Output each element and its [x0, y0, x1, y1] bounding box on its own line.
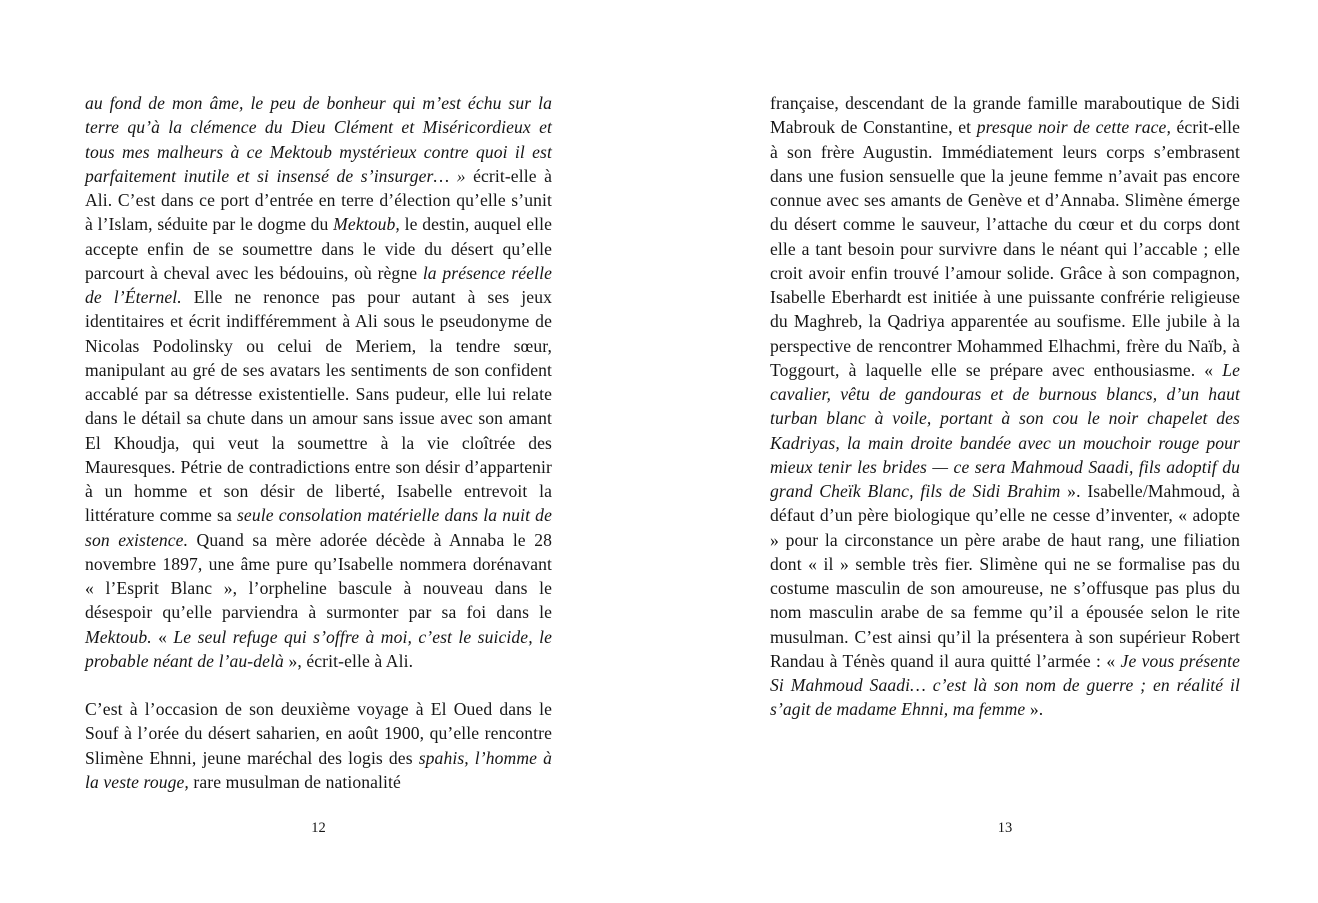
paragraph: française, descendant de la grande famille maraboutique de Sidi Mabrouk de Constantine, et presque noir de cette race, écrit-elle à son frère Augustin. Immédiatement leurs corps s’embrasent dans une fusion sensuelle que la jeune femme n’avait pas encore connue avec ses amants de Genève et d’Annaba. Slimène émerge du désert comme le sauveur, l’attache du cœur et du corps dont elle a tant besoin pour survivre dans le néant qui l’accable ; elle croit avoir enfin trouvé l’amour solide. Grâce à son compagnon, Isabelle Eberhardt est initiée à une puissante confrérie religieuse du Maghreb, la Qadriya apparentée au soufisme. Elle jubile à la perspective de rencontrer Mohammed Elhachmi, frère du Naïb, à Toggourt, à laquelle elle se prépare avec enthousiasme. « Le cavalier, vêtu de gandouras et de burnous blancs, d’un haut turban blanc à voile, portant à son cou le noir chapelet des Kadriyas, la main droite bandée avec un mouchoir rouge pour mieux tenir les brides — ce sera Mahmoud Saadi, fils adoptif du grand Cheïk Blanc, fils de Sidi Brahim ». Isabelle/Mahmoud, à défaut d’un père biologique qu’elle ne cesse d’inventer, « adopte » pour la circonstance un père arabe de haut rang, une filiation dont « il » semble très fier. Slimène qui ne se formalise pas du costume masculin de son amoureuse, ne s’offusque pas plus du nom masculin arabe de sa femme qu’il a épousée selon le rite musulman. C’est ainsi qu’il la présentera à son supérieur Robert Randau à Ténès quand il aura quitté l’armée : « Je vous présente Si Mahmoud Saadi… c’est là son nom de guerre ; en réalité il s’agit de madame Ehnni, ma femme ». — [770, 93, 1241, 720]
paragraph: au fond de mon âme, le peu de bonheur qui m’est échu sur la terre qu’à la clémence du Dieu Clément et Miséricordieux et tous mes malheurs à ce Mektoub mystérieux contre quoi il est parfaitement inutile et si insensé de s’insurger… » écrit-elle à Ali. C’est dans ce port d’entrée en terre d’élection qu’elle s’unit à l’Islam, séduite par le dogme du Mektoub, le destin, auquel elle accepte enfin de se soumettre dans le vide du désert qu’elle parcourt à cheval avec les bédouins, où règne la présence réelle de l’Éternel. Elle ne renonce pas pour autant à ses jeux identitaires et écrit indifféremment à Ali sous le pseudonyme de Nicolas Podolinsky ou celui de Meriem, la tendre sœur, manipulant au gré de ses avatars les sentiments de son confident accablé par sa détresse existentielle. Sans pudeur, elle lui relate dans le détail sa chute dans un amour sans issue avec son amant El Khoudja, qui veut la soumettre à la vie cloîtrée des Mauresques. Pétrie de contradictions entre son désir d’appartenir à un homme et son désir de liberté, Isabelle entrevoit la littérature comme sa seule consolation matérielle dans la nuit de son existence. Quand sa mère adorée décède à Annaba le 28 novembre 1897, une âme pure qu’Isabelle nommera dorénavant « l’Esprit Blanc », l’orpheline bascule à nouveau dans le désespoir qu’elle parviendra à surmonter par sa foi dans le Mektoub. « Le seul refuge qui s’offre à moi, c’est le suicide, le probable néant de l’au-delà », écrit-elle à Ali. — [85, 93, 552, 671]
paragraph: C’est à l’occasion de son deuxième voyage à El Oued dans le Souf à l’orée du désert saharien, en août 1900, qu’elle rencontre Slimène Ehnni, jeune maréchal des logis des spahis, l’homme à la veste rouge, rare musulman de nationalité — [85, 699, 552, 792]
page-left-text — [85, 91, 552, 794]
page-right-text — [770, 91, 1240, 722]
page-number-right: 13 — [997, 820, 1013, 836]
page-left — [85, 0, 552, 903]
page-right — [770, 0, 1240, 903]
page-number-left: 12 — [311, 820, 326, 836]
